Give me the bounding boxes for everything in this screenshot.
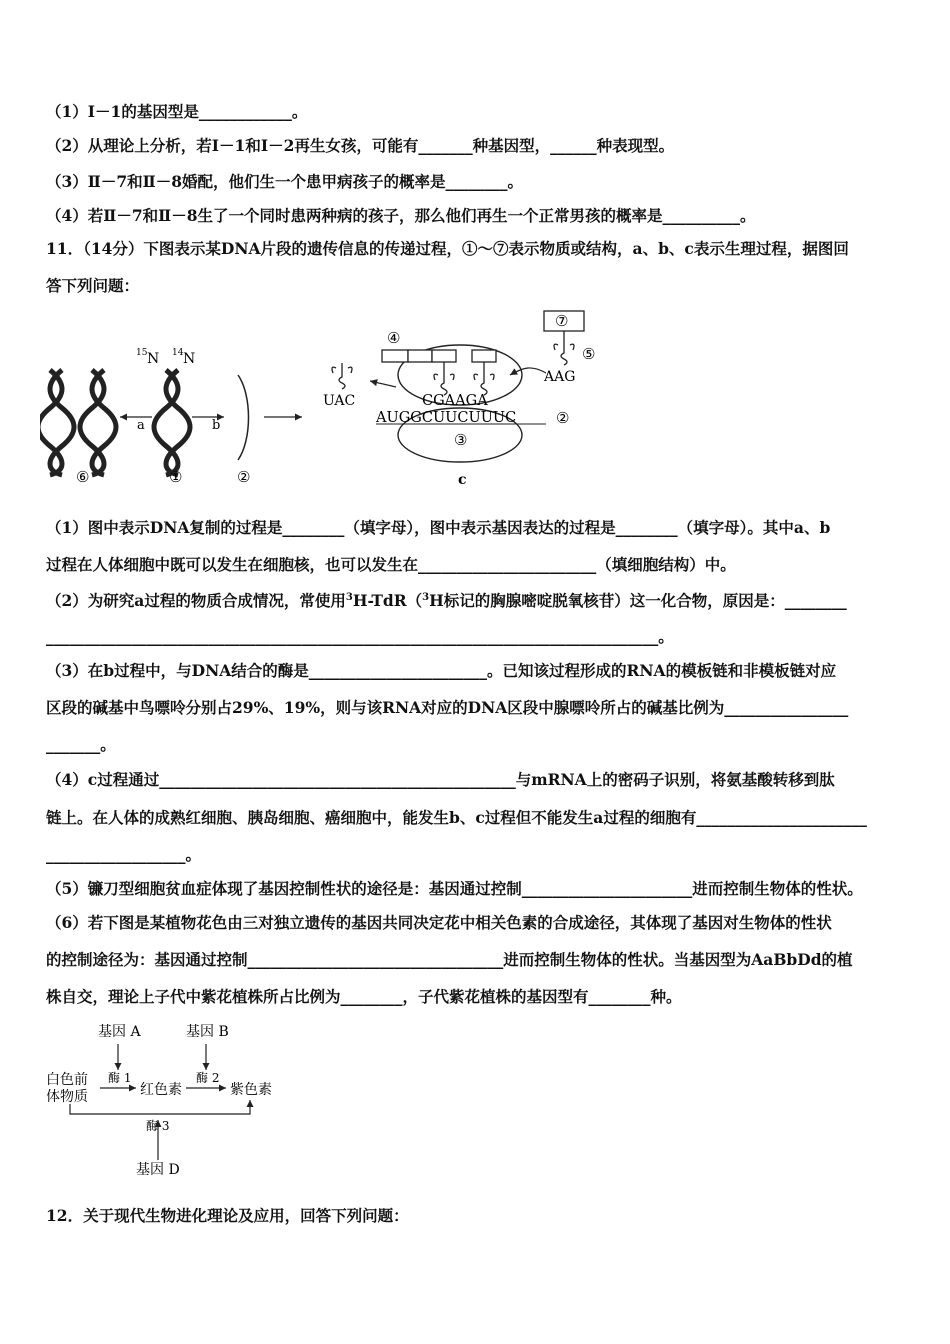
q11-item-5: （5）镰刀型细胞贫血症体现了基因控制性状的途径是：基因通过控制______________________进而控制生物体的性状。: [46, 879, 863, 898]
trna-uac: [332, 363, 352, 389]
gene-b-label: 基因 B: [186, 1024, 229, 1040]
isotope-14n-mass: 14: [172, 348, 184, 358]
enzyme-2-label: 酶 2: [196, 1071, 220, 1085]
q11-item-2-line2: _______________________________________________________________________________。: [46, 627, 674, 646]
label-c: c: [458, 472, 467, 488]
circle-3: ③: [454, 431, 468, 449]
q10-item-4: （4）若Ⅱ－7和Ⅱ－8生了一个同时患两种病的孩子，那么他们再生一个正常男孩的概率是__________。: [46, 206, 756, 225]
circle-1: ①: [169, 468, 183, 486]
q11-item-2-line1: （2）为研究a过程的物质合成情况，常使用$^3$H-TdR（$^3$H标记的胸腺嘧啶脱氧核苷）这一化合物，原因是：________: [46, 591, 847, 610]
q11-item-3-line1: （3）在b过程中，与DNA结合的酶是_______________________。已知该过程形成的RNA的模板链和非模板链对应: [46, 661, 837, 680]
mrna-strand-2: [238, 375, 249, 460]
arrow-trna-enter: [510, 368, 546, 375]
circle-2-right: ②: [556, 409, 570, 427]
q11-item-6-line2: 的控制途径为：基因通过控制_________________________________进而控制生物体的性状。当基因型为AaBbDd的植: [46, 950, 853, 969]
trna-in-ribosome: [434, 371, 494, 395]
dna-helix-6-right: [80, 370, 116, 475]
q11-intro-line2: 答下列问题：: [46, 276, 140, 295]
arrow-enzyme-3: [70, 1100, 250, 1114]
q11-item-6-line3: 株自交，理论上子代中紫花植株所占比例为________，子代紫花植株的基因型有________种。: [46, 987, 682, 1006]
white-precursor-line1: 白色前: [46, 1072, 88, 1088]
purple-pigment-label: 紫色素: [230, 1082, 272, 1098]
enzyme-3-label: 酶 3: [146, 1119, 170, 1133]
label-b: b: [212, 418, 221, 433]
circle-7: ⑦: [555, 312, 569, 330]
gene-expression-figure: [40, 305, 620, 495]
circle-5: ⑤: [582, 345, 596, 363]
anticodon-sequence: CGAAGA: [422, 393, 488, 409]
polypeptide-box-4: [382, 350, 408, 362]
q11-item-4-line3: __________________。: [46, 845, 202, 864]
q11-item-1-line2: 过程在人体细胞中既可以发生在细胞核，也可以发生在_______________________（填细胞结构）中。: [46, 555, 736, 574]
isotope-14n-symbol: N: [183, 351, 196, 367]
dna-helix-6-left: [40, 370, 74, 475]
q11-intro-line1: 11．（14分）下图表示某DNA片段的遗传信息的传递过程，①～⑦表示物质或结构，a、b、c表示生理过程，据图回: [46, 239, 849, 258]
circle-4: ④: [387, 329, 401, 347]
q11-item-1-line1: （1）图中表示DNA复制的过程是________（填字母），图中表示基因表达的过程是________（填字母）。其中a、b: [46, 518, 831, 537]
circle-6: ⑥: [76, 468, 90, 486]
q10-item-2: （2）从理论上分析，若Ⅰ－1和Ⅰ－2再生女孩，可能有_______种基因型，______种表现型。: [46, 136, 675, 155]
isotope-15n-mass: 15: [136, 348, 148, 358]
q11-item-6-line1: （6）若下图是某植物花色由三对独立遗传的基因共同决定花中相关色素的合成途径，其体现了基因对生物体的性状: [46, 913, 832, 932]
q11-item-3-line3: _______。: [46, 735, 116, 754]
q11-item-3-line2: 区段的碱基中鸟嘌呤分别占29%、19%，则与该RNA对应的DNA区段中腺嘌呤所占的碱基比例为________________: [46, 698, 849, 717]
gene-d-label: 基因 D: [136, 1162, 180, 1177]
q11-item-4-line2: 链上。在人体的成熟红细胞、胰岛细胞、癌细胞中，能发生b、c过程但不能发生a过程的细胞有______________________: [46, 808, 867, 827]
red-pigment-label: 红色素: [140, 1082, 182, 1098]
q10-item-3: （3）Ⅱ－7和Ⅱ－8婚配，他们生一个患甲病孩子的概率是________。: [46, 172, 523, 191]
q12-intro: 12．关于现代生物进化理论及应用，回答下列问题：: [46, 1206, 409, 1225]
mrna-sequence: AUGGCUUCUUUC: [376, 410, 517, 426]
pigment-pathway-figure: [40, 1012, 310, 1177]
q11-item-4-line1: （4）c过程通过______________________________________________与mRNA上的密码子识别，将氨基酸转移到肽: [46, 770, 835, 789]
circle-2-left: ②: [237, 468, 251, 486]
white-precursor-line2: 体物质: [46, 1089, 88, 1105]
label-a: a: [137, 418, 145, 433]
dna-helix-1: [154, 370, 190, 475]
q10-item-1: （1）Ⅰ－1的基因型是____________。: [46, 102, 308, 121]
enzyme-1-label: 酶 1: [108, 1071, 132, 1085]
trna-aag: [554, 341, 574, 365]
trna-aag-anticodon: AAG: [544, 369, 576, 385]
arrow-trna-exit: [370, 381, 396, 387]
gene-a-label: 基因 A: [98, 1024, 141, 1040]
trna-uac-anticodon: UAC: [323, 393, 356, 409]
isotope-15n-symbol: N: [147, 351, 160, 367]
